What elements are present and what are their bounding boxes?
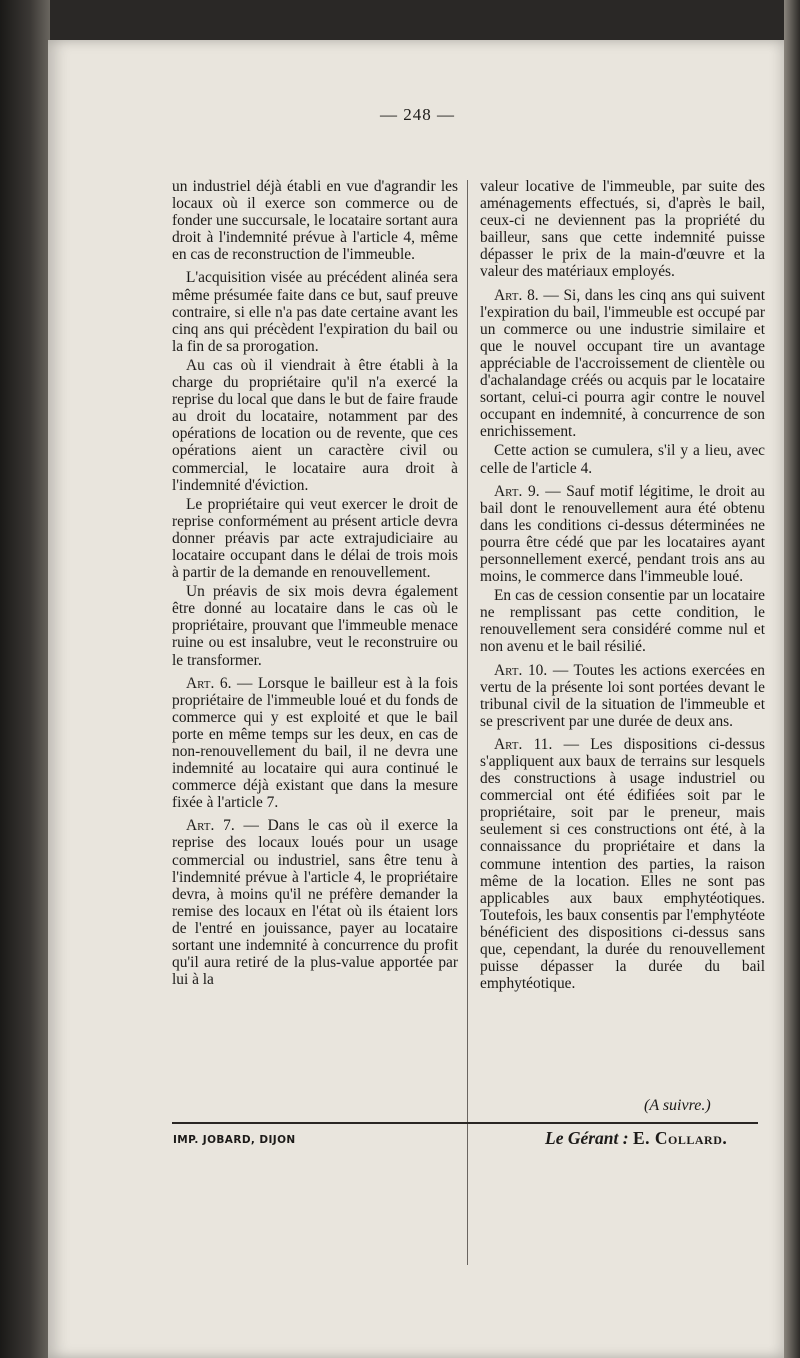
printer-imprint: IMP. JOBARD, DIJON <box>173 1134 296 1146</box>
article-label: Art. 7. <box>186 817 235 835</box>
article-11 <box>480 736 765 992</box>
article-text: — Si, dans les cinq ans qui suivent l'expiration du bail, l'immeuble est occupé par un commerce ou une industrie similaire et que le nouvel occupant tire un avantage appréciable de l'accroissement de clientèle ou d'achalandage créés ou acquis par le locataire sortant, celui-ci pourra agir contre le nouvel occupant en indemnité, à concurrence de son enrichissement. <box>480 286 765 441</box>
article-10 <box>480 662 765 730</box>
article-7 <box>172 817 458 988</box>
article-text: — Lorsque le bailleur est à la fois propriétaire de l'immeuble loué et du fonds de commerce qui y est exploité et que le bail porte en même temps sur les deux, en cas de non-renouvellement du bail, il ne devra une indemnité au locataire qui aura continué le commerce déjà existant que dans la mesure fixée à l'article 7. <box>172 674 459 812</box>
paragraph: Au cas où il viendrait à être établi à la charge du propriétaire qu'il n'a exercé la reprise du local que dans le but de faire fraude au droit du locataire, notamment par des opérations de location ou de revente, que ces opérations aient un caractère civil ou commercial, le locataire aura droit à l'indemnité d'éviction. <box>172 356 458 494</box>
left-column <box>172 178 458 994</box>
article-label: Art. 8. <box>494 286 539 304</box>
to-be-continued: (A suivre.) <box>644 1097 711 1114</box>
article-label: Art. 9. <box>494 482 540 500</box>
article-text: — Les dispositions ci-dessus s'appliquent aux baux de terrains sur lesquels des constructions à usage industriel ou commercial ont été édifiées soit par le propriétaire, soit par le preneur, mais seulement si ces constructions ont été, à la connaissance du propriétaire et dans la commune intention des parties, la raison même de la location. Elles ne sont pas applicables aux baux emphytéotiques. Toutefois, les baux consentis par l'emphytéote bénéficient des dispositions ci-dessus sans que, cependant, la durée du renouvellement puisse dépasser la durée du bail emphytéotique. <box>480 735 765 993</box>
page-number: — 248 — <box>380 105 455 124</box>
article-label: Art. 6. <box>186 674 232 692</box>
scan-right-edge <box>784 0 800 1358</box>
footer-rule <box>172 1122 758 1124</box>
article-text: — Dans le cas où il exerce la reprise des locaux loués pour un usage commercial ou industriel, sans être tenu à l'indemnité prévue à l'article 4, le propriétaire devra, à moins qu'il ne préfère demander la remise des locaux en l'état où ils étaient lors de l'entré en jouissance, payer au locataire sortant une indemnité à concurrence du profit qu'il aura retiré de la plus-value apportée par lui à la <box>172 817 459 989</box>
paragraph: Le propriétaire qui veut exercer le droit de reprise conformément au présent article devra donner préavis par acte extrajudiciaire au locataire occupant dans le délai de trois mois à partir de la demande en renouvellement. <box>172 495 458 582</box>
article-8 <box>480 287 765 441</box>
article-label: Art. 10. <box>494 661 548 679</box>
article-label: Art. 11. <box>494 735 553 753</box>
paragraph: valeur locative de l'immeuble, par suite des aménagements effectués, si, d'après le bail, ceux-ci ne deviennent pas la propriété du bailleur, sans que cette indemnité puisse dépasser le prix de la main-d'œuvre et la valeur des matériaux employés. <box>480 178 765 281</box>
article-9 <box>480 483 765 586</box>
manager-signature <box>545 1128 727 1149</box>
paragraph: Cette action se cumulera, s'il y a lieu, avec celle de l'article 4. <box>480 442 765 477</box>
article-6 <box>172 675 458 812</box>
right-column <box>480 178 765 998</box>
paragraph: Un préavis de six mois devra également être donné au locataire dans le cas où le propriétaire, prouvant que l'immeuble menace ruine ou est insalubre, veut le reconstruire ou le transformer. <box>172 583 458 669</box>
paragraph: L'acquisition visée au précédent alinéa sera même présumée faite dans ce but, sauf preuve contraire, si elle n'a pas date certaine avant les cinq ans qui précèdent l'expiration du bail ou la fin de sa prorogation. <box>172 269 458 355</box>
scan-left-margin <box>0 0 50 1358</box>
paragraph: En cas de cession consentie par un locataire ne remplissant pas cette condition, le renouvellement sera considéré comme nul et non avenu et le bail résilié. <box>480 587 765 656</box>
article-text: — Toutes les actions exercées en vertu de la présente loi sont portées devant le tribunal civil de la situation de l'immeuble et se prescrivent par une durée de deux ans. <box>480 661 765 730</box>
manager-label: Le Gérant : <box>545 1128 629 1148</box>
article-text: — Sauf motif légitime, le droit au bail dont le renouvellement aura été obtenu dans les conditions ci-dessus déterminées ne pourra être cédé que par les locataires ayant personnellement exercé, pendant trois ans au moins, le commerce dans l'immeuble loué. <box>480 482 765 586</box>
column-divider <box>467 180 468 1265</box>
manager-name: E. Collard. <box>632 1128 728 1148</box>
paragraph: un industriel déjà établi en vue d'agrandir les locaux où il exerce son commerce ou de fonder une succursale, le locataire sortant aura droit à l'indemnité prévue à l'article 4, même en cas de reconstruction de l'immeuble. <box>172 178 458 264</box>
